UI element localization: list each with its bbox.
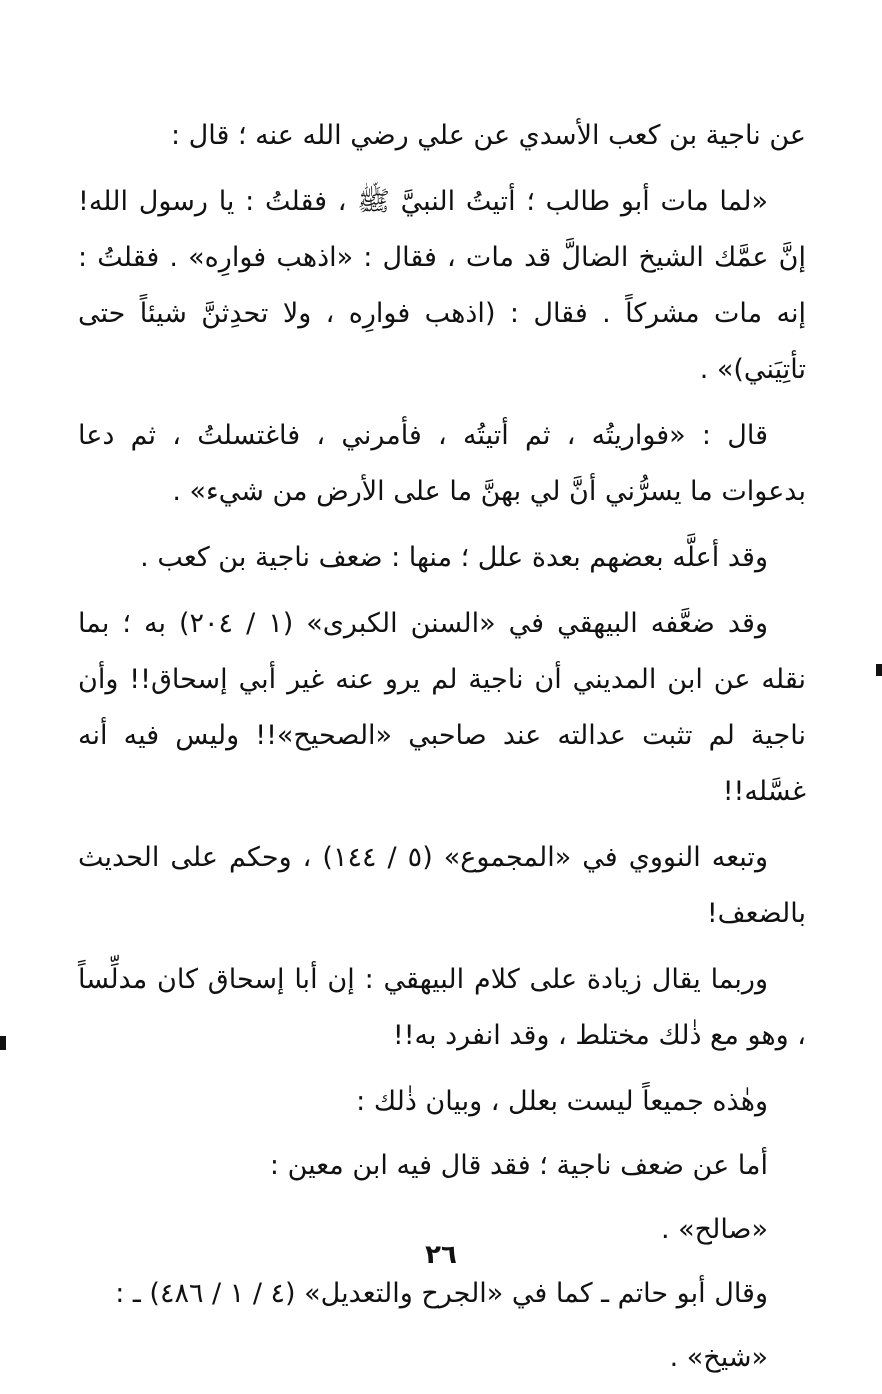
edge-mark-left bbox=[0, 1036, 6, 1050]
page-body bbox=[78, 108, 806, 1394]
line-abu-hatim: وقال أبو حاتم ـ كما في «الجرح والتعديل» (٤ / ١ / ٤٨٦) ـ : bbox=[115, 1278, 768, 1309]
paragraph-fawaraytuh: قال : «فواريتُه ، ثم أتيتُه ، فأمرني ، فاغتسلتُ ، ثم دعا بدعوات ما يسرُّني أنَّ لي بهنَّ ما على الأرض من شيء» . bbox=[78, 420, 806, 507]
line-ibn-maeen: أما عن ضعف ناجية ؛ فقد قال فيه ابن معين : bbox=[269, 1150, 768, 1181]
line-salih: «صالح» . bbox=[660, 1214, 768, 1245]
edge-mark-right bbox=[876, 664, 882, 676]
paragraph-illal: وقد أعلَّه بعضهم بعدة علل ؛ منها : ضعف ناجية بن كعب . bbox=[140, 542, 768, 573]
paragraph-hadith: «لما مات أبو طالب ؛ أتيتُ النبيَّ ﷺ ، فقلتُ : يا رسول الله! إنَّ عمَّك الشيخ الضالَّ قد مات ، فقال : «اذهب فوارِه» . فقلتُ : إنه مات مشركاً . فقال : (اذهب فوارِه ، ولا تحدِثنَّ شيئاً حتى تأتِيَني)» . bbox=[78, 186, 806, 385]
paragraph-abu-ishaq: وربما يقال زيادة على كلام البيهقي : إن أبا إسحاق كان مدلِّساً ، وهو مع ذٰلك مختلط ، وقد انفرد به!! bbox=[78, 964, 806, 1051]
paragraph-nawawi: وتبعه النووي في «المجموع» (٥ / ١٤٤) ، وحكم على الحديث بالضعف! bbox=[78, 842, 806, 929]
paragraph-isnad: عن ناجية بن كعب الأسدي عن علي رضي الله عنه ؛ قال : bbox=[171, 120, 806, 151]
line-shaykh: «شيخ» . bbox=[669, 1342, 768, 1373]
page-number: ٢٦ bbox=[425, 1240, 457, 1270]
line-rebuttal-intro: وهٰذه جميعاً ليست بعلل ، وبيان ذٰلك : bbox=[356, 1086, 768, 1117]
paragraph-bayhaqi: وقد ضعَّفه البيهقي في «السنن الكبرى» (١ / ٢٠٤) به ؛ بما نقله عن ابن المديني أن ناجية لم يرو عنه غير أبي إسحاق!! وأن ناجية لم تثبت عدالته عند صاحبي «الصحيح»!! وليس فيه أنه غسَّله!! bbox=[78, 608, 806, 807]
